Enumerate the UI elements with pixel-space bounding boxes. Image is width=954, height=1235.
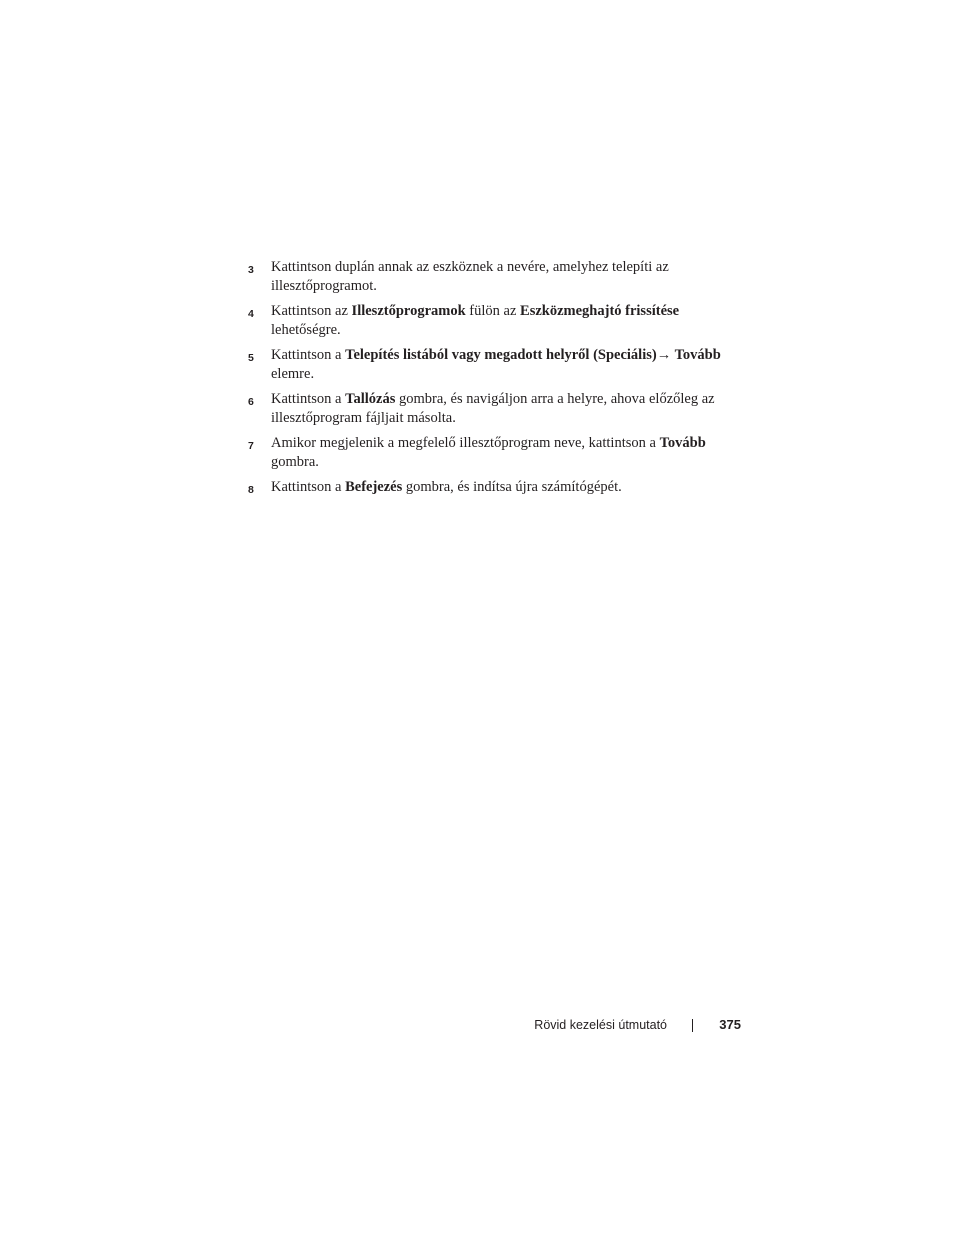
step-text [271,434,748,472]
step-text [271,302,748,340]
text-segment: lehetőségre. [271,322,341,338]
step-number: 3 [248,264,254,276]
text-segment: Amikor megjelenik a megfelelő illesztőprogram neve, kattintson a [271,435,660,451]
text-segment: elemre. [271,366,315,382]
ui-term: Eszközmeghajtó frissítése [520,303,680,319]
step-item [248,302,748,340]
text-segment: gombra, és navigáljon arra a helyre, ahova előzőleg az illesztőprogram fájljait másolta. [271,391,715,426]
ui-term: Tovább [659,435,706,451]
step-text [271,258,748,296]
text-segment: Kattintson az [271,303,352,319]
step-number: 8 [248,484,254,496]
text-segment: Kattintson a [271,347,346,363]
ui-term: Telepítés listából vagy megadott helyről (Speciális)→ Tovább [345,347,721,363]
step-text [271,390,748,428]
step-item [248,390,748,428]
ui-term: Illesztőprogramok [351,303,466,319]
ui-term: Tallózás [345,391,396,407]
step-number: 4 [248,308,254,320]
text-segment: fülön az [465,303,521,319]
ui-term: Befejezés [345,479,403,495]
instruction-steps [248,258,748,506]
step-number: 5 [248,352,254,364]
step-text [271,346,748,384]
page-number: 375 [719,1017,741,1032]
text-segment: Kattintson a [271,391,346,407]
footer-title: Rövid kezelési útmutató [534,1018,667,1032]
step-item [248,434,748,472]
step-item [248,346,748,384]
step-item [248,478,748,500]
step-item [248,258,748,296]
text-segment: Kattintson duplán annak az eszköznek a nevére, amelyhez telepíti az illesztőprogramot. [271,259,669,294]
step-number: 7 [248,440,254,452]
step-number: 6 [248,396,254,408]
step-text [271,478,748,497]
footer-separator [692,1019,693,1032]
text-segment: gombra, és indítsa újra számítógépét. [402,479,622,495]
text-segment: Kattintson a [271,479,346,495]
text-segment: gombra. [271,454,319,470]
